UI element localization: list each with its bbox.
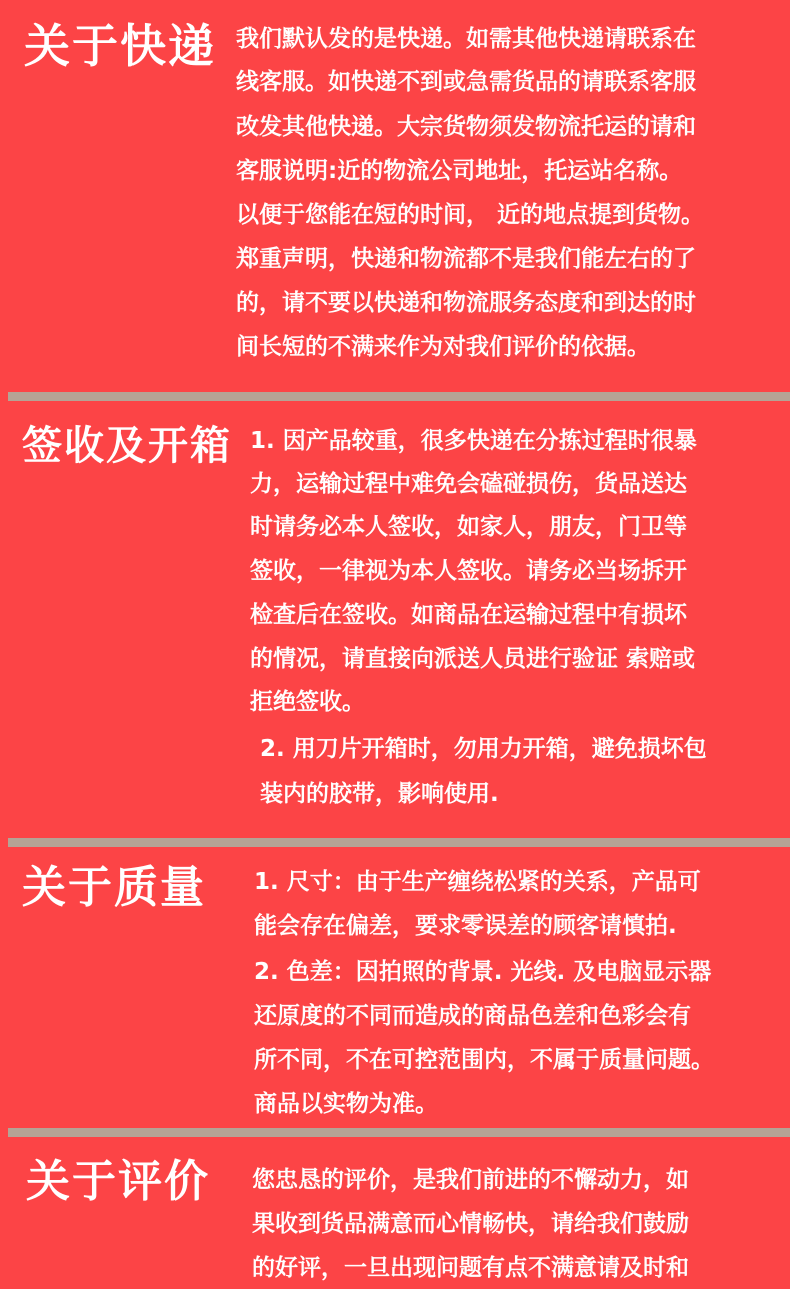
text-line: 1. 尺寸：由于生产缠绕松紧的关系，产品可 xyxy=(254,869,701,895)
text-line: 的，请不要以快递和物流服务态度和到达的时 xyxy=(236,290,696,316)
text-line: 郑重声明，快递和物流都不是我们能左右的了 xyxy=(236,246,696,272)
text-line: 的情况，请直接向派送人员进行验证 索赔或 xyxy=(250,646,696,672)
text-line: 我们默认发的是快递。如需其他快递请联系在 xyxy=(236,26,696,52)
section-divider xyxy=(8,838,790,847)
text-line: 商品以实物为准。 xyxy=(254,1091,438,1117)
section-title: 关于质量 xyxy=(22,862,206,913)
text-line: 的好评，一旦出现问题有点不满意请及时和 xyxy=(252,1255,689,1281)
text-line: 签收，一律视为本人签收。请务必当场拆开 xyxy=(250,558,687,584)
section-title: 关于快递 xyxy=(24,19,216,73)
section-title: 关于评价 xyxy=(26,1156,210,1207)
section-quality xyxy=(0,847,790,1128)
text-line: 间长短的不满来作为对我们评价的依据。 xyxy=(236,334,650,360)
text-line: 拒绝签收。 xyxy=(250,689,365,715)
text-line: 改发其他快递。大宗货物须发物流托运的请和 xyxy=(236,114,696,140)
text-line: 2. 用刀片开箱时，勿用力开箱，避免损坏包 xyxy=(260,736,707,762)
section-divider xyxy=(8,392,790,401)
text-line: 装内的胶带，影响使用. xyxy=(260,781,499,807)
text-line: 力，运输过程中难免会磕碰损伤，货品送达 xyxy=(250,471,687,497)
text-line: 您忠恳的评价，是我们前进的不懈动力，如 xyxy=(252,1167,689,1193)
text-line: 以便于您能在短的时间， 近的地点提到货物。 xyxy=(236,202,705,228)
text-line: 还原度的不同而造成的商品色差和色彩会有 xyxy=(254,1003,691,1029)
text-line: 客服说明:近的物流公司地址，托运站名称。 xyxy=(236,158,683,184)
text-line: 检查后在签收。如商品在运输过程中有损坏 xyxy=(250,602,687,628)
section-divider xyxy=(8,1128,790,1137)
text-line: 果收到货品满意而心情畅快，请给我们鼓励 xyxy=(252,1211,689,1237)
section-delivery xyxy=(0,0,790,392)
text-line: 线客服。如快递不到或急需货品的请联系客服 xyxy=(236,69,696,95)
section-signing xyxy=(0,401,790,838)
section-review xyxy=(0,1137,790,1289)
text-line: 能会存在偏差，要求零误差的顾客请慎拍. xyxy=(254,913,677,939)
text-line: 所不同，不在可控范围内，不属于质量问题。 xyxy=(254,1047,714,1073)
text-line: 2. 色差：因拍照的背景. 光线. 及电脑显示器 xyxy=(254,959,712,985)
section-title: 签收及开箱 xyxy=(22,423,232,469)
text-line: 1. 因产品较重，很多快递在分拣过程时很暴 xyxy=(250,428,697,454)
text-line: 时请务必本人签收，如家人，朋友，门卫等 xyxy=(250,514,687,540)
